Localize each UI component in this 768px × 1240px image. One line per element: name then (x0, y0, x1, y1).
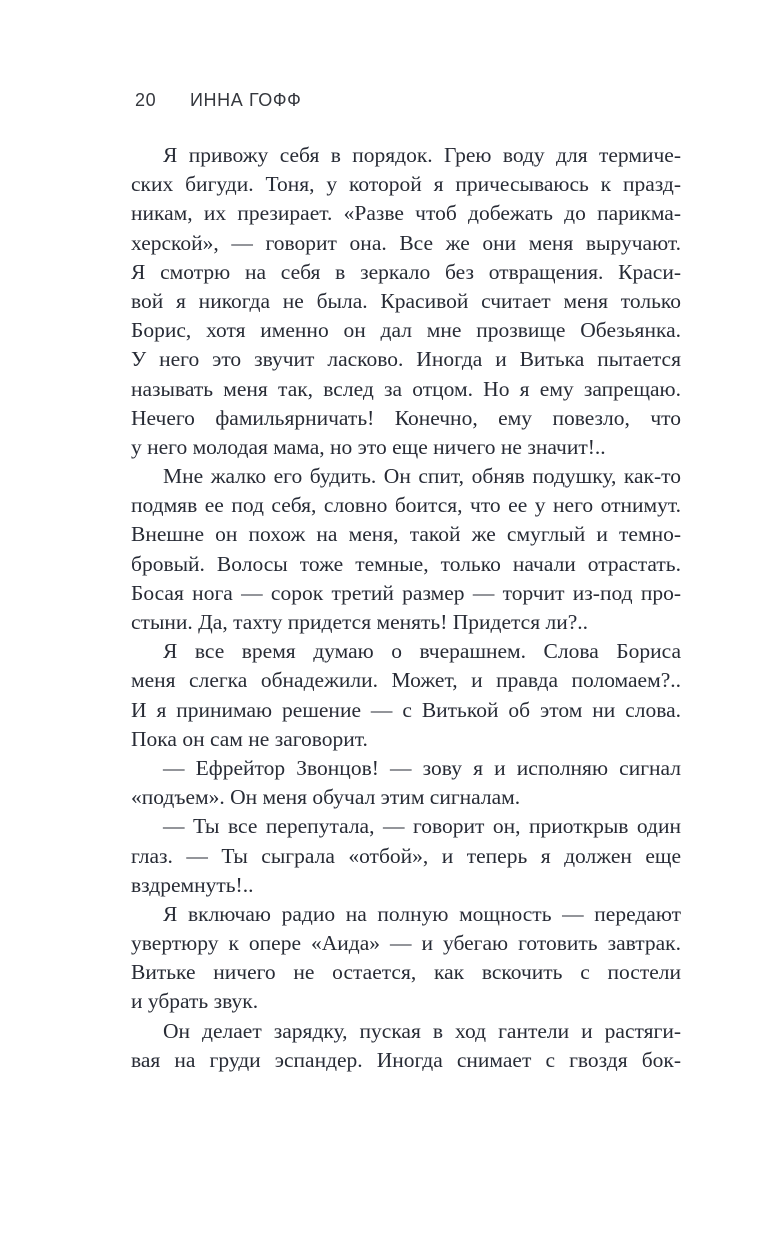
text-line: Внешне он похож на меня, такой же смуглый и темно- (131, 522, 681, 547)
text-line: «подъем». Он меня обучал этим сигналам. (131, 785, 521, 810)
text-line: стыни. Да, тахту придется менять! Придется ли?.. (131, 610, 589, 634)
page-header (135, 90, 301, 111)
text-line: увертюру к опере «Аида» — и убегаю готовить завтрак. (131, 931, 681, 956)
text-line: глаз. — Ты сыграла «отбой», и теперь я должен еще (131, 843, 681, 868)
text-line: вая на груди эспандер. Иногда снимает с гвоздя бок- (131, 1047, 681, 1072)
text-line: и убрать звук. (131, 989, 259, 1014)
text-line: Борис, хотя именно он дал мне прозвище Обезьянка. (131, 318, 681, 343)
text-line: Он делает зарядку, пуская в ход гантели и растяги- (163, 1018, 681, 1043)
text-line: называть меня так, вслед за отцом. Но я ему запрещаю. (131, 376, 681, 401)
text-block (131, 141, 681, 1075)
text-line: И я принимаю решение — с Витькой об этом ни слова. (131, 697, 681, 722)
text-line: Пока он сам не заговорит. (131, 726, 368, 751)
text-line: меня слегка обнадежили. Может, и правда поломаем?.. (131, 668, 681, 693)
text-line: Я все время думаю о вчерашнем. Слова Бориса (163, 639, 681, 664)
text-line: — Ефрейтор Звонцов! — зову я и исполняю сигнал (163, 755, 681, 780)
text-line: у него молодая мама, но это еще ничего не значит!.. (131, 434, 606, 459)
text-line: херской», — говорит она. Все же они меня выручают. (131, 230, 681, 255)
text-line: Я привожу себя в порядок. Грею воду для термиче- (163, 143, 681, 167)
text-line: У него это звучит ласково. Иногда и Витька пытается (131, 347, 681, 372)
text-line: Я смотрю на себя в зеркало без отвращения. Краси- (131, 259, 681, 284)
text-line: вздремнуть!.. (131, 872, 254, 897)
text-line: Я включаю радио на полную мощность — передают (163, 901, 681, 926)
text-line: Мне жалко его будить. Он спит, обняв подушку, как-то (163, 464, 681, 489)
text-line: Босая нога — сорок третий размер — торчит из-под про- (131, 580, 681, 605)
text-line: Витьке ничего не остается, как вскочить с постели (131, 960, 681, 985)
text-line: никам, их презирает. «Разве чтоб добежать до парикма- (131, 201, 681, 226)
text-line: — Ты все перепутала, — говорит он, приоткрыв один (163, 814, 681, 839)
text-line: бровый. Волосы тоже темные, только начали отрастать. (131, 551, 681, 576)
text-line: вой я никогда не была. Красивой считает меня только (131, 288, 681, 313)
text-line: ских бигуди. Тоня, у которой я причесываюсь к празд- (131, 172, 681, 197)
running-head: ИННА ГОФФ (190, 90, 302, 110)
page-number: 20 (135, 90, 157, 110)
text-line: Нечего фамильярничать! Конечно, ему повезло, что (131, 405, 681, 430)
text-line: подмяв ее под себя, словно боится, что ее у него отнимут. (131, 493, 681, 518)
